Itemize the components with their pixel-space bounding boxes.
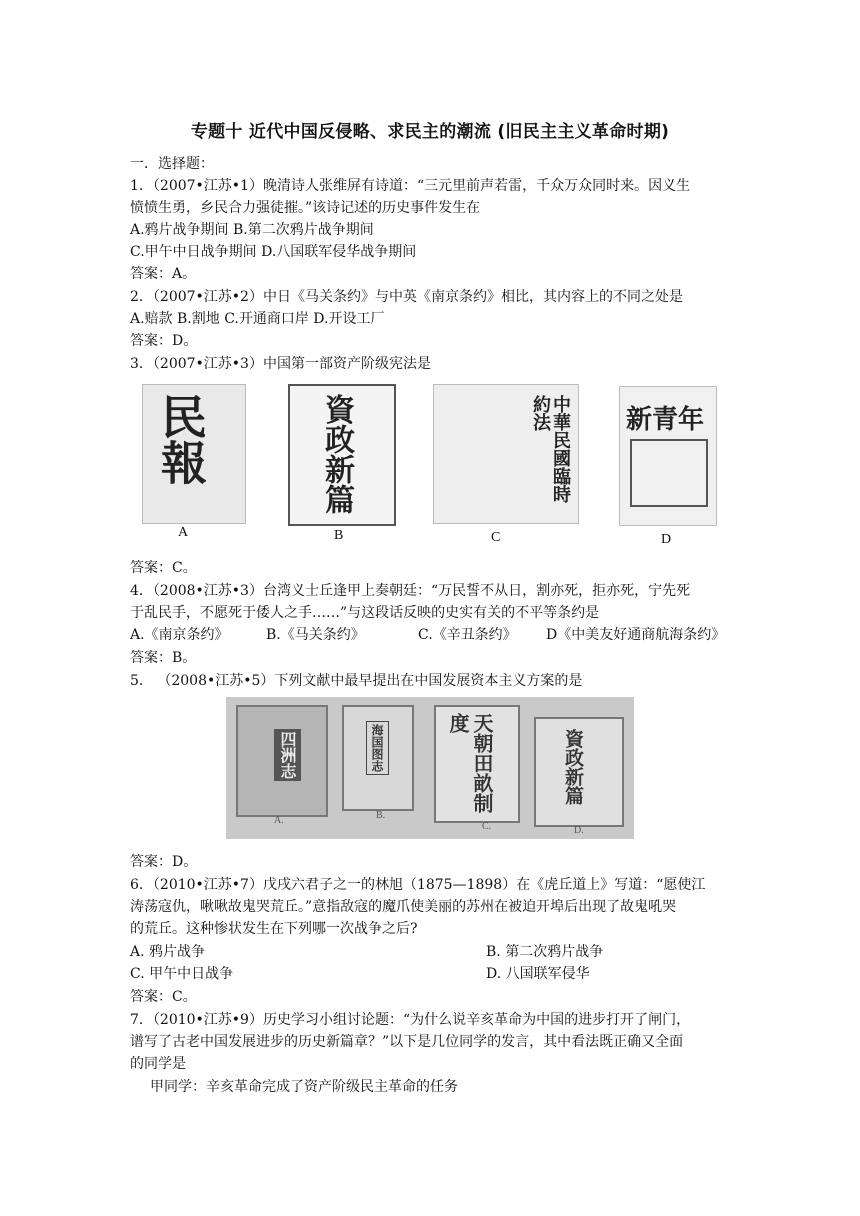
book-b-title: 海国图志 <box>366 721 389 775</box>
image-a-label: A <box>178 525 189 540</box>
q4-option-d: D《中美友好通商航海条约》 <box>546 627 726 643</box>
image-d-emblem <box>630 439 708 507</box>
q4-answer: 答案：B。 <box>130 650 197 666</box>
image-a-text: 民報 <box>154 393 208 485</box>
q2-options: A.赔款 B.割地 C.开通商口岸 D.开设工厂 <box>130 311 385 327</box>
q5-books-photo <box>226 697 634 839</box>
q6-option-b: B. 第二次鸦片战争 <box>486 944 604 960</box>
q3-answer: 答案：C。 <box>130 560 197 576</box>
q6-answer: 答案：C。 <box>130 989 197 1005</box>
book-d <box>534 717 624 827</box>
q6-option-c: C. 甲午中日战争 <box>130 966 234 982</box>
image-c-provisional-constitution <box>433 384 579 524</box>
q5-line1: 5． （2008•江苏•5）下列文献中最早提出在中国发展资本主义方案的是 <box>130 673 583 689</box>
q4-option-b: B.《马关条约》 <box>266 627 365 643</box>
q6-line3: 的荒丘。这种惨状发生在下列哪一次战争之后? <box>130 921 418 937</box>
book-a-label: A. <box>274 815 284 826</box>
book-a <box>236 705 328 817</box>
image-b-text: 資政新篇 <box>319 394 354 514</box>
q6-option-d: D. 八国联军侵华 <box>486 966 590 982</box>
book-b-label: B. <box>376 810 386 821</box>
q6-line2: 涛荡寇仇，啾啾故鬼哭荒丘。”意指敌寇的魔爪使美丽的苏州在被迫开埠后出现了故鬼吼哭 <box>130 899 677 915</box>
image-a-minbao <box>142 384 246 524</box>
q1-answer: 答案：A。 <box>130 266 197 282</box>
image-d-xinqingnian <box>619 386 717 526</box>
q6-line1: 6．（2010•江苏•7）戊戌六君子之一的林旭（1875—1898）在《虎丘道上》写道：“愿使江 <box>130 877 706 893</box>
book-c-label: C. <box>482 821 492 832</box>
image-b-zizhengxinpian <box>288 384 396 526</box>
q5-answer: 答案：D。 <box>130 854 198 870</box>
q4-option-a: A.《南京条约》 <box>130 627 229 643</box>
book-d-label: D. <box>574 825 584 836</box>
book-d-title: 資政新篇 <box>562 729 584 805</box>
book-a-title: 四洲志 <box>274 729 301 781</box>
q2-answer: 答案：D。 <box>130 333 198 349</box>
q7-line2: 谱写了古老中国发展进步的历史新篇章？”以下是几位同学的发言，其中看法既正确又全面 <box>130 1034 684 1050</box>
q1-line2: 愤愤生勇，乡民合力强徒摧。”该诗记述的历史事件发生在 <box>130 200 481 216</box>
image-c-label: C <box>491 530 501 545</box>
q1-options-ab: A.鸦片战争期间 B.第二次鸦片战争期间 <box>130 222 374 238</box>
q4-line1: 4．（2008•江苏•3）台湾义士丘逢甲上奏朝廷：“万民誓不从日，割亦死，拒亦死，宁先死 <box>130 583 691 599</box>
book-c <box>434 705 520 823</box>
image-b-label: B <box>334 528 344 543</box>
image-d-text: 新青年 <box>626 405 705 435</box>
q7-student-a: 甲同学：辛亥革命完成了资产阶级民主革命的任务 <box>150 1079 458 1095</box>
book-c-title: 天朝田畝制度 <box>446 713 494 813</box>
book-b <box>342 705 414 811</box>
image-d-label: D <box>661 532 672 547</box>
page-title: 专题十 近代中国反侵略、求民主的潮流 (旧民主主义革命时期) <box>190 122 670 142</box>
q7-line1: 7．（2010•江苏•9）历史学习小组讨论题：“为什么说辛亥革命为中国的进步打开了闸门， <box>130 1012 691 1028</box>
q2-line1: 2．（2007•江苏•2）中日《马关条约》与中英《南京条约》相比，其内容上的不同之处是 <box>130 289 683 305</box>
q1-options-cd: C.甲午中日战争期间 D.八国联军侵华战争期间 <box>130 244 417 260</box>
q4-line2: 于乱民手，不愿死于倭人之手……”与这段话反映的史实有关的不平等条约是 <box>130 605 600 621</box>
q1-line1: 1．（2007•江苏•1）晚清诗人张维屏有诗道：“三元里前声若雷，千众万众同时来。因义生 <box>130 178 691 194</box>
q4-option-c: C.《辛丑条约》 <box>418 627 517 643</box>
q7-line3: 的同学是 <box>130 1056 186 1072</box>
section-heading: 一．选择题： <box>130 156 214 172</box>
q6-option-a: A. 鸦片战争 <box>130 944 206 960</box>
image-c-text: 中華民國臨時約法 <box>530 395 571 503</box>
q3-line1: 3．（2007•江苏•3）中国第一部资产阶级宪法是 <box>130 356 431 372</box>
